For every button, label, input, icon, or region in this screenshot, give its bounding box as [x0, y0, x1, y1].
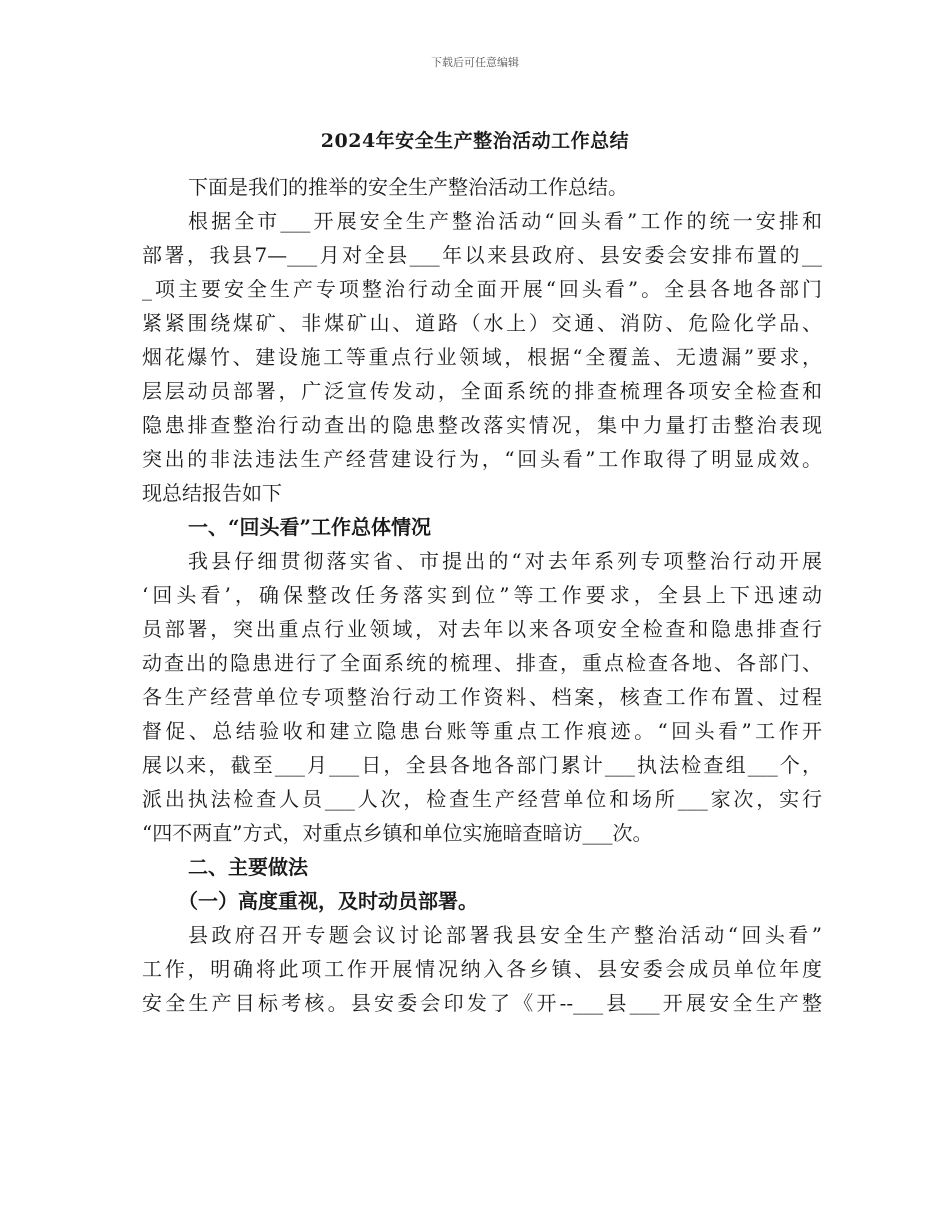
- intro-line: 下面是我们的推举的安全生产整治活动工作总结。: [188, 175, 628, 199]
- paragraph-line: 烟花爆竹、建设施工等重点行业领域，根据“全覆盖、无遗漏”要求，: [142, 345, 822, 369]
- paragraph-line: 我县仔细贯彻落实省、市提出的“对去年系列专项整治行动开展: [188, 549, 822, 573]
- paragraph-line: 县政府召开专题会议讨论部署我县安全生产整治活动“回头看”: [188, 923, 822, 947]
- paragraph-line: _项主要安全生产专项整治行动全面开展“回头看”。全县各地各部门: [142, 277, 822, 301]
- paragraph-line: 隐患排查整治行动查出的隐患整改落实情况，集中力量打击整治表现: [142, 413, 822, 437]
- paragraph-line: 员部署，突出重点行业领域，对去年以来各项安全检查和隐患排查行: [142, 617, 822, 641]
- paragraph-line: 根据全市___开展安全生产整治活动“回头看”工作的统一安排和: [188, 209, 822, 233]
- paragraph-line: 动查出的隐患进行了全面系统的梳理、排查，重点检查各地、各部门、: [142, 651, 822, 675]
- document-body: [142, 170, 822, 1020]
- section-heading-1: 一、“回头看”工作总体情况: [188, 515, 432, 539]
- paragraph-line: 工作，明确将此项工作开展情况纳入各乡镇、县安委会成员单位年度: [142, 957, 822, 981]
- paragraph-line: 部署，我县7—___月对全县___年以来县政府、县安委会安排布置的__: [142, 243, 822, 267]
- paragraph-line: 展以来，截至___月___日，全县各地各部门累计___执法检查组___个，: [142, 753, 822, 777]
- document-title: 2024年安全生产整治活动工作总结: [320, 130, 630, 152]
- paragraph-line: 督促、总结验收和建立隐患台账等重点工作痕迹。“回头看”工作开: [142, 719, 822, 743]
- header-note: 下载后可任意编辑: [431, 56, 519, 69]
- paragraph-line: 各生产经营单位专项整治行动工作资料、档案，核查工作布置、过程: [142, 685, 822, 709]
- paragraph-line: ‘回头看’，确保整改任务落实到位”等工作要求，全县上下迅速动: [142, 583, 822, 607]
- section-heading-2: 二、主要做法: [188, 855, 308, 879]
- paragraph-line: 派出执法检查人员___人次，检查生产经营单位和场所___家次，实行: [142, 787, 822, 811]
- paragraph-line: 现总结报告如下: [142, 481, 282, 505]
- paragraph-line: 紧紧围绕煤矿、非煤矿山、道路（水上）交通、消防、危险化学品、: [142, 311, 822, 335]
- paragraph-line: 突出的非法违法生产经营建设行为，“回头看”工作取得了明显成效。: [142, 447, 822, 471]
- paragraph-line: “四不两直”方式，对重点乡镇和单位实施暗查暗访___次。: [142, 821, 653, 845]
- paragraph-line: 安全生产目标考核。县安委会印发了《开--___县___开展安全生产整: [142, 991, 822, 1015]
- subsection-heading-1: （一）高度重视，及时动员部署。: [178, 889, 478, 913]
- paragraph-line: 层层动员部署，广泛宣传发动，全面系统的排查梳理各项安全检查和: [142, 379, 822, 403]
